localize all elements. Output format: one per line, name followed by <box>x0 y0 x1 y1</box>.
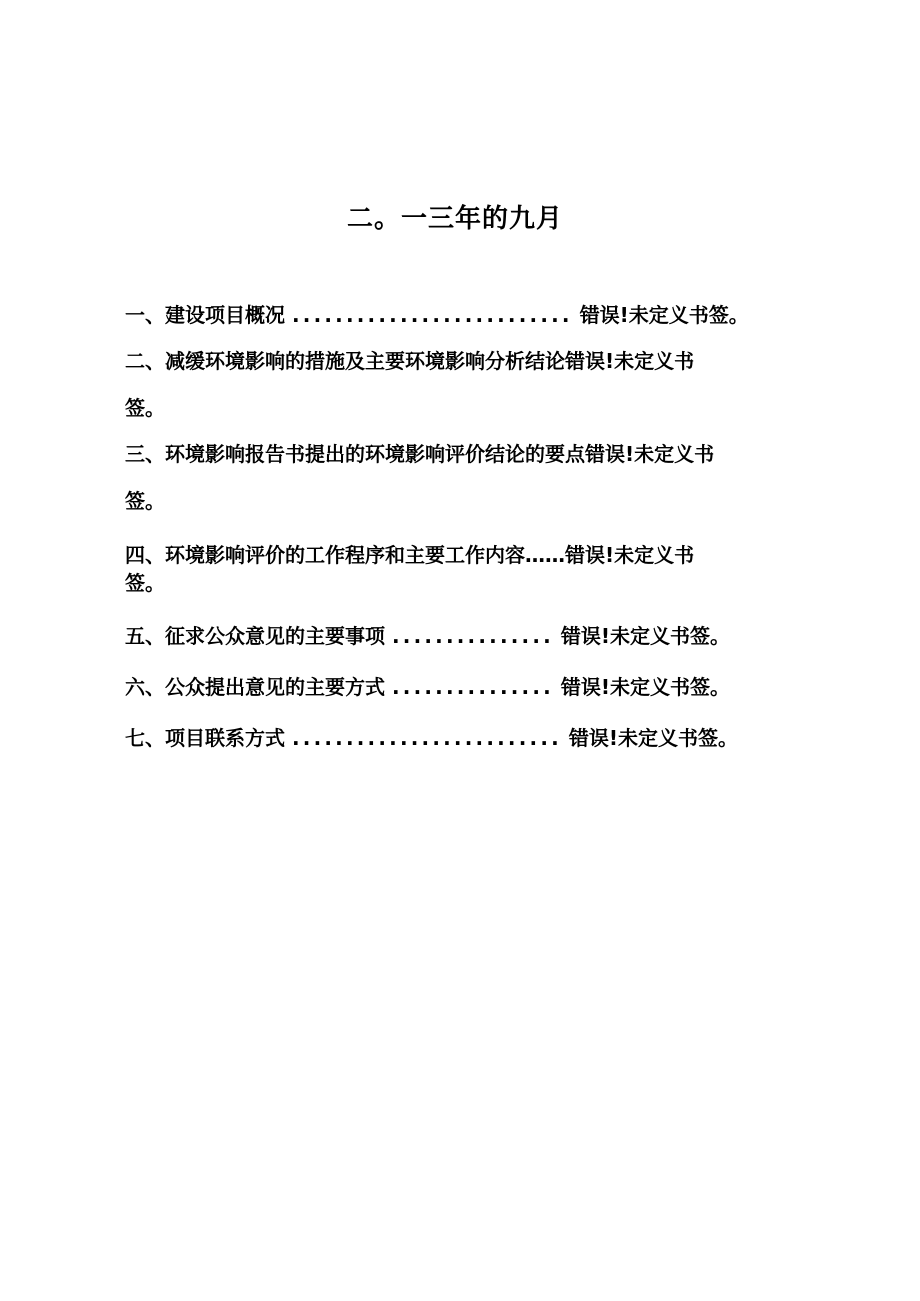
toc-entry-ref: 错误!未定义书 <box>565 349 695 373</box>
toc-entry-3-continuation: 签。 <box>125 489 165 513</box>
toc-entry-ref: 错误!未定义书签。 <box>560 675 731 699</box>
toc-entry-4-continuation: 签。 <box>125 571 165 595</box>
toc-entry-title: 三、环境影响报告书提出的环境影响评价结论的要点 <box>125 442 585 466</box>
toc-entry-ref: 错误!未定义书 <box>585 442 715 466</box>
toc-entry-ref: 错误!未定义书签。 <box>568 726 739 750</box>
toc-entry-2[interactable] <box>125 347 694 375</box>
toc-entry-7[interactable] <box>125 724 738 752</box>
toc-leader-dots: …… <box>525 543 565 567</box>
toc-entry-ref: 错误!未定义书签。 <box>560 624 731 648</box>
toc-entry-3[interactable] <box>125 440 714 468</box>
date-heading: 二。一三年的九月 <box>346 204 563 234</box>
toc-entry-title: 六、公众提出意见的主要方式 <box>125 675 385 699</box>
toc-entry-ref: 错误!未定义书 <box>565 543 695 567</box>
toc-entry-1[interactable] <box>125 301 749 329</box>
toc-leader-dots: ............... <box>391 624 554 648</box>
toc-leader-dots: ............... <box>391 675 554 699</box>
toc-entry-6[interactable] <box>125 673 730 701</box>
toc-entry-4[interactable] <box>125 541 694 569</box>
toc-leader-dots: .......................... <box>291 303 573 327</box>
toc-entry-title: 五、征求公众意见的主要事项 <box>125 624 385 648</box>
toc-entry-5[interactable] <box>125 622 730 650</box>
toc-entry-2-continuation: 签。 <box>125 396 165 420</box>
toc-entry-title: 四、环境影响评价的工作程序和主要工作内容 <box>125 543 525 567</box>
toc-entry-title: 一、建设项目概况 <box>125 303 285 327</box>
toc-entry-title: 二、减缓环境影响的措施及主要环境影响分析结论 <box>125 349 565 373</box>
toc-entry-title: 七、项目联系方式 <box>125 726 285 750</box>
toc-entry-ref: 错误!未定义书签。 <box>579 303 749 327</box>
toc-leader-dots: ......................... <box>291 726 562 750</box>
